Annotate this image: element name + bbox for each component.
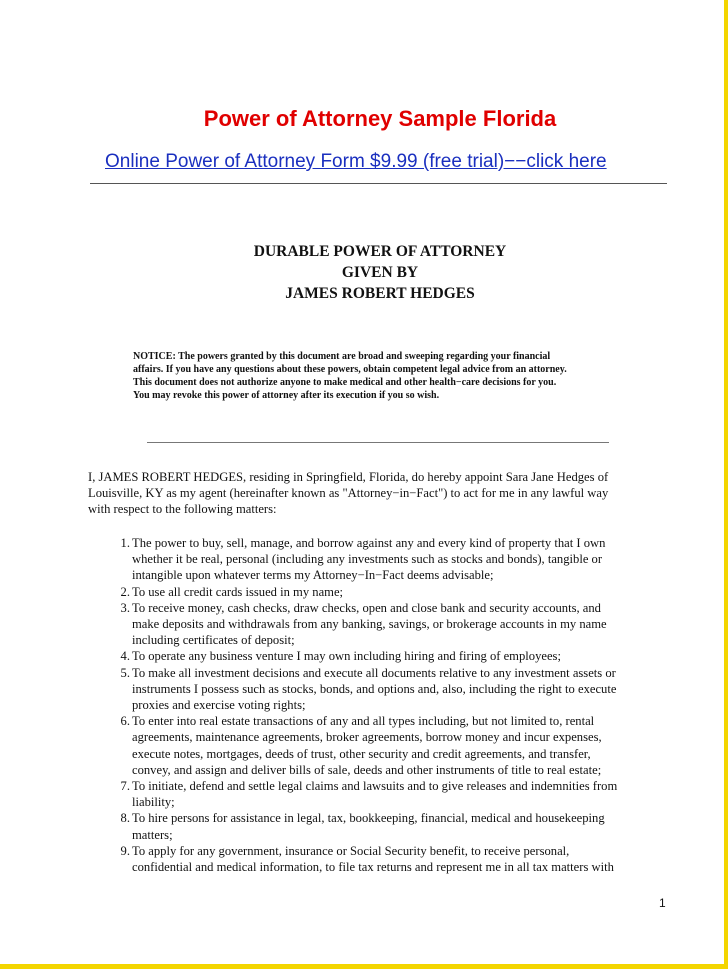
list-item-number: 5. [120, 665, 130, 680]
page-number: 1 [659, 896, 666, 910]
list-item-line: To hire persons for assistance in legal, tax, bookkeeping, financial, medical and housekeeping [132, 811, 605, 826]
list-item [112, 648, 672, 664]
notice-line: NOTICE: The powers granted by this document are broad and sweeping regarding your financial [133, 351, 551, 362]
list-item [112, 843, 672, 875]
list-item-number: 7. [120, 779, 130, 794]
list-item-number: 9. [120, 843, 130, 858]
list-item [112, 810, 672, 842]
list-item-line: To make all investment decisions and execute all documents relative to any investment assets or [132, 665, 616, 680]
list-item-line: instruments I possess such as stocks, bonds, and options and, also, including the right to execute [132, 681, 617, 696]
list-item [112, 665, 672, 714]
intro-line: with respect to the following matters: [88, 502, 277, 517]
list-item-line: liability; [132, 795, 175, 810]
page-title: Power of Attorney Sample Florida [203, 106, 557, 131]
page-border-right [724, 0, 728, 969]
list-item-line: including certificates of deposit; [132, 633, 295, 648]
list-item-number: 6. [120, 714, 130, 729]
notice-line: This document does not authorize anyone to make medical and other health−care decisions for you. [133, 377, 557, 388]
list-item-number: 4. [120, 649, 130, 664]
notice-block [133, 350, 633, 402]
notice-line: You may revoke this power of attorney after its execution if you so wish. [133, 390, 440, 401]
list-item-line: To use all credit cards issued in my name; [132, 584, 344, 599]
list-item-number: 2. [120, 584, 130, 599]
document-heading-line-3: JAMES ROBERT HEDGES [285, 285, 475, 302]
notice-line: affairs. If you have any questions about these powers, obtain competent legal advice from an attorney. [133, 364, 567, 375]
list-item [112, 713, 672, 778]
list-item-line: To apply for any government, insurance or Social Security benefit, to receive personal, [132, 843, 570, 858]
list-item-line: matters; [132, 827, 173, 842]
list-item-line: confidential and medical information, to file tax returns and represent me in all tax matters with [132, 860, 614, 875]
list-item-line: make deposits and withdrawals from any banking, savings, or brokerage accounts in my name [132, 617, 607, 632]
document-heading-line-1: DURABLE POWER OF ATTORNEY [253, 243, 507, 260]
list-item [112, 778, 672, 810]
list-item-line: To operate any business venture I may own including hiring and firing of employees; [132, 649, 561, 664]
section-divider [147, 442, 609, 443]
intro-line: I, JAMES ROBERT HEDGES, residing in Springfield, Florida, do hereby appoint Sara Jane Hedges of [88, 470, 609, 484]
document-heading-line-2: GIVEN BY [341, 264, 419, 281]
list-item [112, 600, 672, 649]
powers-list [112, 535, 672, 875]
list-item [112, 535, 672, 584]
list-item-number: 3. [120, 600, 130, 615]
list-item-number: 8. [120, 811, 130, 826]
list-item-line: The power to buy, sell, manage, and borrow against any and every kind of property that I own [132, 536, 606, 550]
list-item-line: intangible upon whatever terms my Attorney−In−Fact deems advisable; [132, 568, 494, 583]
list-item-line: To initiate, defend and settle legal claims and lawsuits and to give releases and indemnities from [132, 779, 618, 794]
list-item [112, 584, 672, 600]
list-item-line: convey, and assign and deliver bills of sale, deeds and other instruments of title to real estate; [132, 762, 602, 777]
list-item-line: To enter into real estate transactions of any and all types including, but not limited to, rental [132, 714, 595, 729]
header-divider [90, 183, 667, 184]
list-item-number: 1. [120, 536, 130, 550]
list-item-line: execute notes, mortgages, deeds of trust, other security and credit agreements, and transfer, [132, 746, 591, 761]
list-item-line: agreements, maintenance agreements, broker agreements, borrow money and incur expenses, [132, 730, 602, 745]
intro-line: Louisville, KY as my agent (hereinafter known as "Attorney−in−Fact") to act for me in any lawful way [88, 486, 609, 501]
list-item-line: whether it be real, personal (including any investments such as stocks and bonds), tangible or [132, 552, 603, 567]
list-item-line: proxies and exercise voting rights; [132, 698, 306, 713]
page-border-bottom [0, 964, 728, 969]
list-item-line: To receive money, cash checks, draw checks, open and close bank and security accounts, and [132, 600, 601, 615]
intro-paragraph [88, 469, 668, 518]
online-form-link[interactable]: Online Power of Attorney Form $9.99 (free trial)−−click here [105, 151, 607, 172]
